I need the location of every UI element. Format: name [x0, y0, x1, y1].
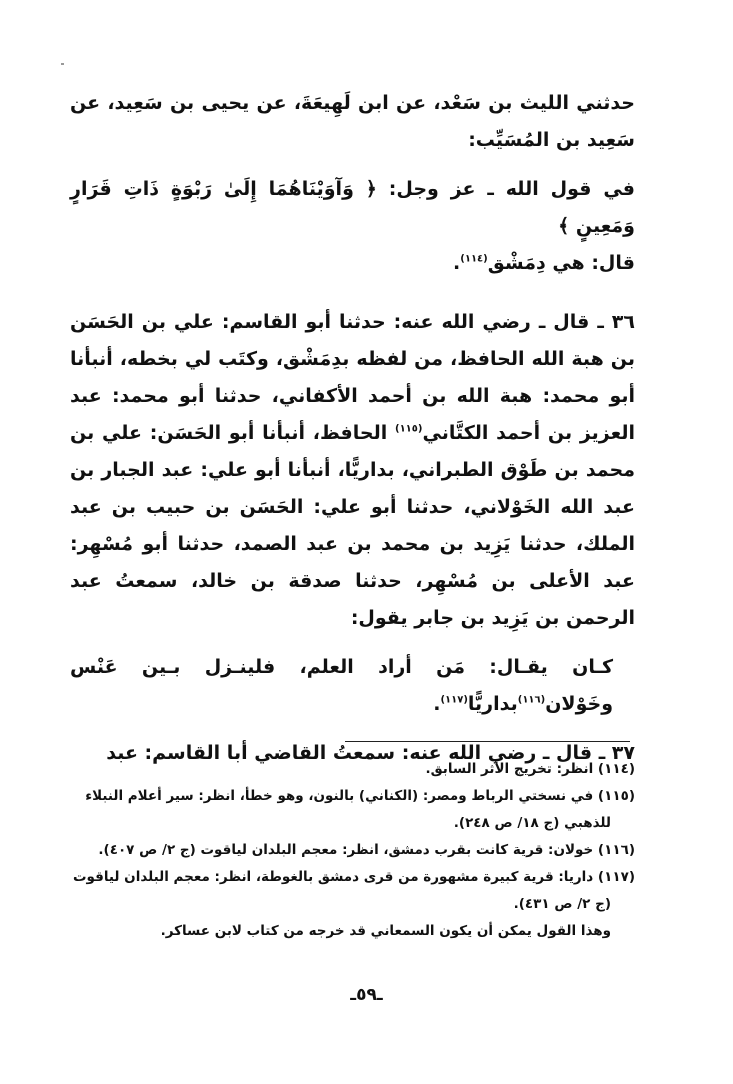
item-36-text-b: الحافظ، أنبأنا أبو الحَسَن: علي بن محمد بن طَوْق الطبراني، بداريًّا، أنبأنا أبو علي: عبد الجبار بن عبد الله الخَوْلاني، حدثنا أبو علي: الحَسَن بن حبيب بن عبد الملك، حدثنا يَزِيد بن محمد بن عبد الصمد، حدثنا أبو مُسْهِر: عبد الأعلى بن مُسْهِر، حدثنا صدقة بن خالد، سمعتُ عبد الرحمن بن يَزِيد بن جابر يقول: — [70, 422, 635, 629]
item-37-number: ٣٧ ـ — [598, 742, 635, 764]
footnotes — [70, 756, 635, 945]
footnote-ref-116: (١١٦) — [517, 694, 546, 706]
item-36-text-a: قال ـ رضي الله عنه: حدثنا أبو القاسم: علي بن الحَسَن بن هبة الله الحافظ، من لفظه بدِمَشْق، وكتَب لي بخطه، أنبأنا أبو محمد: هبة الله بن أحمد الأكفاني، حدثنا أبو محمد: عبد العزيز بن أحمد الكتَّاني — [70, 311, 636, 444]
footnote-117: (١١٧) داريا: قرية كبيرة مشهورة من قرى دمشق بالغوطة، انظر: معجم البلدان لياقوت — [72, 869, 635, 885]
footnote-ref-117: (١١٧) — [440, 694, 468, 706]
item-36 — [70, 304, 635, 637]
damascus-end: . — [453, 252, 461, 274]
footnote-117-cont: (ج ٢/ ص ٤٣١). — [513, 896, 611, 912]
footnote-ref-114: (١١٤) — [460, 253, 488, 265]
scan-speck — [61, 63, 64, 65]
quote-text-b: بداريًّا — [467, 693, 518, 715]
footnote-115: (١١٥) في نسختي الرباط ومصر: (الكناني) بالنون، وهو خطأ، انظر: سير أعلام النبلاء — [85, 788, 635, 804]
page-number: ـ٥٩ـ — [350, 985, 383, 1005]
footnote-extra: وهذا القول يمكن أن يكون السمعاني قد خرجه من كتاب لابن عساكر. — [160, 923, 611, 939]
quote-paragraph — [70, 649, 635, 723]
footnote-114: (١١٤) انظر: تخريج الأثر السابق. — [425, 761, 635, 777]
paragraph-damascus — [70, 245, 635, 282]
damascus-text: قال: هي دِمَشْق — [487, 252, 635, 274]
quote-end: . — [433, 693, 441, 715]
footnote-116: (١١٦) خولان: قرية كانت بقرب دمشق، انظر: معجم البلدان لياقوت (ج ٢/ ص ٤٠٧). — [98, 842, 635, 858]
footnote-divider — [345, 741, 630, 742]
item-37-text: قال ـ رضي الله عنه: سمعتُ القاضي أبا القاسم: عبد — [106, 742, 593, 764]
footnote-ref-115: (١١٥) — [395, 423, 423, 435]
main-text — [70, 85, 635, 772]
item-36-number: ٣٦ ـ — [597, 311, 635, 333]
quote-text-a: كـان يقـال: مَن أراد العلم، فلينـزل بـين عَنْس وخَوْلان — [70, 656, 613, 715]
paragraph-isnad-1: حدثني الليث بن سَعْد، عن ابن لَهِيعَةَ، عن يحيى بن سَعِيد، عن سَعِيد بن المُسَيِّب: — [70, 92, 635, 151]
paragraph-quran-verse: في قول الله ـ عز وجل: ﴿ وَآوَيْنَاهُمَا إِلَىٰ رَبْوَةٍ ذَاتِ قَرَارٍ وَمَعِينٍ ﴾ — [70, 178, 635, 237]
footnote-115-cont: للذهبي (ج ١٨/ ص ٢٤٨). — [453, 815, 611, 831]
